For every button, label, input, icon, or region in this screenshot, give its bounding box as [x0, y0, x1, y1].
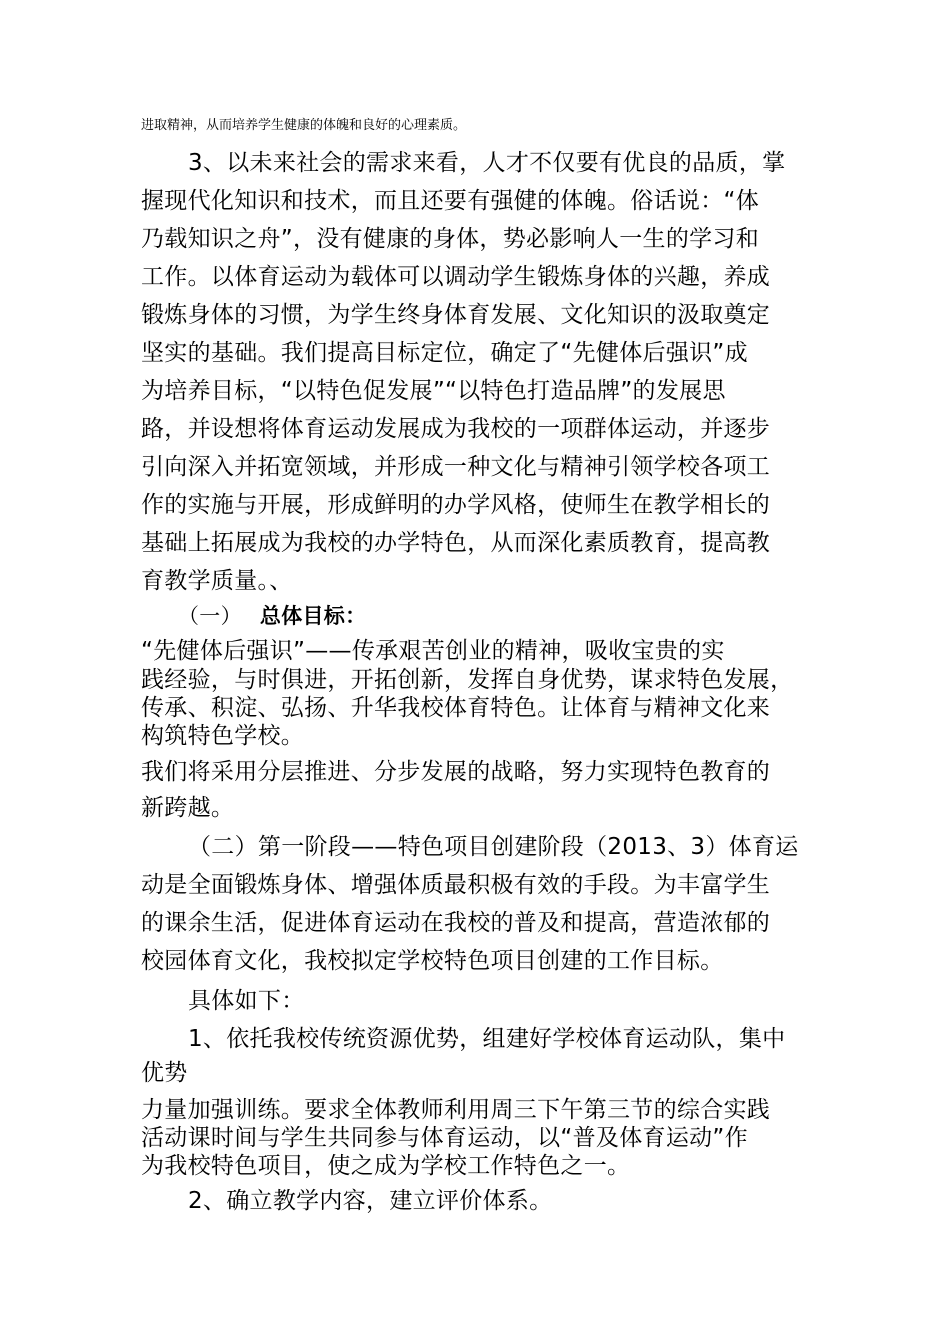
paragraph3-line: 3、以未来社会的需求来看，人才不仅要有优良的品质，掌	[188, 150, 786, 176]
strategy-line: 新跨越。	[141, 795, 235, 821]
item1-line: 1、依托我校传统资源优势，组建好学校体育运动队，集中	[188, 1026, 786, 1052]
top-line: 进取精神，从而培养学生健康的体魄和良好的心理素质。	[141, 118, 467, 133]
goal-line: “先健体后强识”——传承艰苦创业的精神，吸收宝贵的实	[141, 638, 725, 664]
paragraph3-line: 锻炼身体的习惯，为学生终身体育发展、文化知识的汲取奠定	[141, 302, 771, 328]
stage-line: 动是全面锻炼身体、增强体质最积极有效的手段。为丰富学生	[141, 872, 771, 898]
paragraph3-line: 引向深入并拓宽领域，并形成一种文化与精神引领学校各项工	[141, 454, 771, 480]
paragraph3-line: 育教学质量。、	[141, 568, 293, 594]
paragraph3-line: 坚实的基础。我们提高目标定位，确定了“先健体后强识”成	[141, 340, 748, 366]
goal-line: 践经验，与时俱进，开拓创新，发挥自身优势，谋求特色发展，	[141, 667, 794, 693]
goal-line: 传承、积淀、弘扬、升华我校体育特色。让体育与精神文化来	[141, 695, 771, 721]
paragraph3-line: 工作。以体育运动为载体可以调动学生锻炼身体的兴趣，养成	[141, 264, 771, 290]
item1-cont-line: 为我校特色项目，使之成为学校工作特色之一。	[141, 1153, 631, 1179]
paragraph3-line: 为培养目标，“以特色促发展”“以特色打造品牌”的发展思	[141, 378, 726, 404]
paragraph3-line: 路，并设想将体育运动发展成为我校的一项群体运动，并逐步	[141, 416, 771, 442]
stage-line: 校园体育文化，我校拟定学校特色项目创建的工作目标。	[141, 948, 724, 974]
heading-marker: （一）	[178, 604, 242, 628]
goal-line: 构筑特色学校。	[141, 723, 305, 749]
paragraph3-line: 作的实施与开展，形成鲜明的办学风格，使师生在教学相长的	[141, 492, 771, 518]
details-intro: 具体如下：	[188, 988, 305, 1014]
strategy-line: 我们将采用分层推进、分步发展的战略，努力实现特色教育的	[141, 759, 771, 785]
paragraph3-line: 握现代化知识和技术，而且还要有强健的体魄。俗话说：“体	[141, 188, 760, 214]
paragraph3-line: 乃载知识之舟”，没有健康的身体，势必影响人一生的学习和	[141, 226, 760, 252]
heading-title: 总体目标：	[259, 604, 367, 628]
item1-cont-line: 力量加强训练。要求全体教师利用周三下午第三节的综合实践	[141, 1097, 771, 1123]
stage-line: （二）第一阶段——特色项目创建阶段（2013、3）体育运	[188, 834, 799, 860]
item1-line: 优势	[141, 1060, 188, 1086]
paragraph3-line: 基础上拓展成为我校的办学特色，从而深化素质教育，提高教	[141, 530, 771, 556]
item1-cont-line: 活动课时间与学生共同参与体育运动，以“普及体育运动”作	[141, 1125, 748, 1151]
stage-line: 的课余生活，促进体育运动在我校的普及和提高，营造浓郁的	[141, 910, 771, 936]
section-heading	[178, 601, 366, 631]
item2-line: 2、确立教学内容，建立评价体系。	[188, 1188, 553, 1214]
